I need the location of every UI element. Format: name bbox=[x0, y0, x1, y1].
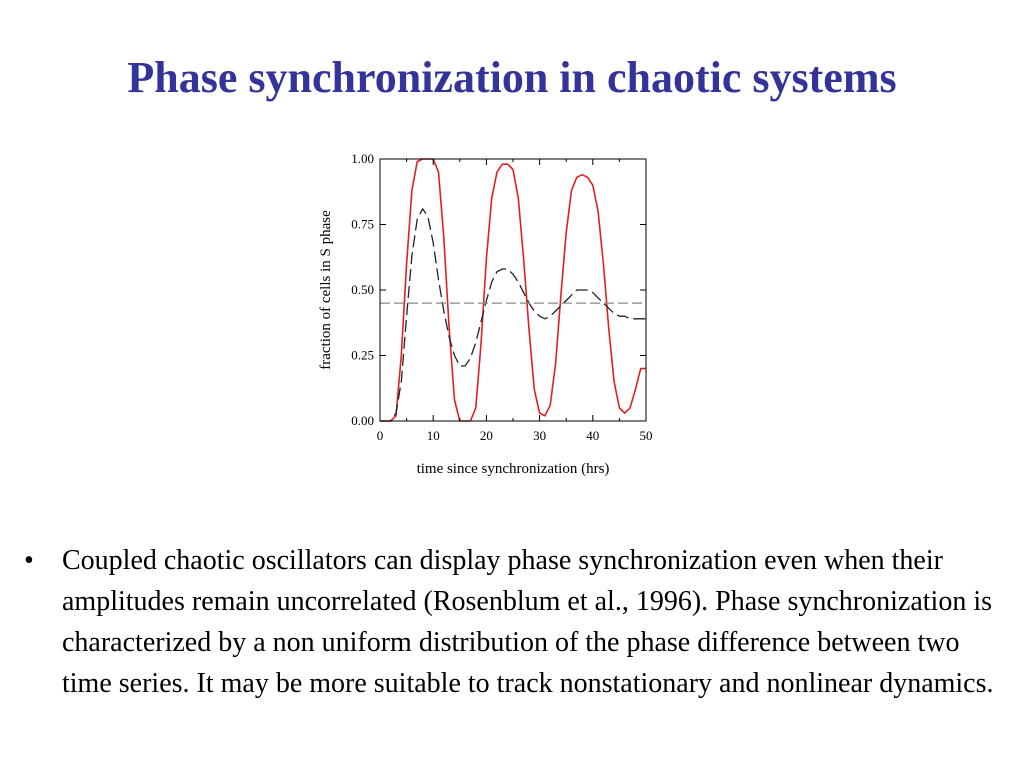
y-tick-label: 0.25 bbox=[351, 347, 374, 363]
x-axis-label: time since synchronization (hrs) bbox=[416, 461, 610, 477]
x-tick-label: 30 bbox=[533, 428, 547, 443]
bullet-list bbox=[24, 540, 1014, 704]
x-tick-label: 20 bbox=[479, 428, 493, 443]
y-tick-label: 0.50 bbox=[351, 282, 374, 297]
y-axis-label: fraction of cells in S phase bbox=[318, 210, 334, 370]
s-phase-chart bbox=[300, 140, 680, 490]
bullet-text: Coupled chaotic oscillators can display phase synchronization even when their amplitudes remain uncorrelated (Rosenblum et al., 1996). Phase synchronization is characterized by a non uniform distribution of the phase difference between two time series. It may be more suitable to track nonstationary and nonlinear dynamics. bbox=[62, 545, 994, 699]
x-tick-label: 10 bbox=[426, 428, 440, 443]
series-line-dashed bbox=[380, 209, 646, 421]
series-line-red bbox=[380, 159, 646, 421]
y-tick-label: 0.75 bbox=[351, 216, 374, 232]
bullet-item bbox=[24, 540, 1014, 704]
x-tick-label: 0 bbox=[376, 428, 384, 443]
x-tick-label: 40 bbox=[586, 428, 600, 443]
y-tick-label: 0.00 bbox=[351, 413, 374, 428]
x-tick-label: 50 bbox=[639, 428, 653, 443]
slide-title: Phase synchronization in chaotic systems bbox=[127, 53, 897, 102]
chart bbox=[300, 140, 680, 490]
bullet-marker: • bbox=[24, 545, 34, 576]
y-tick-label: 1.00 bbox=[351, 151, 374, 166]
